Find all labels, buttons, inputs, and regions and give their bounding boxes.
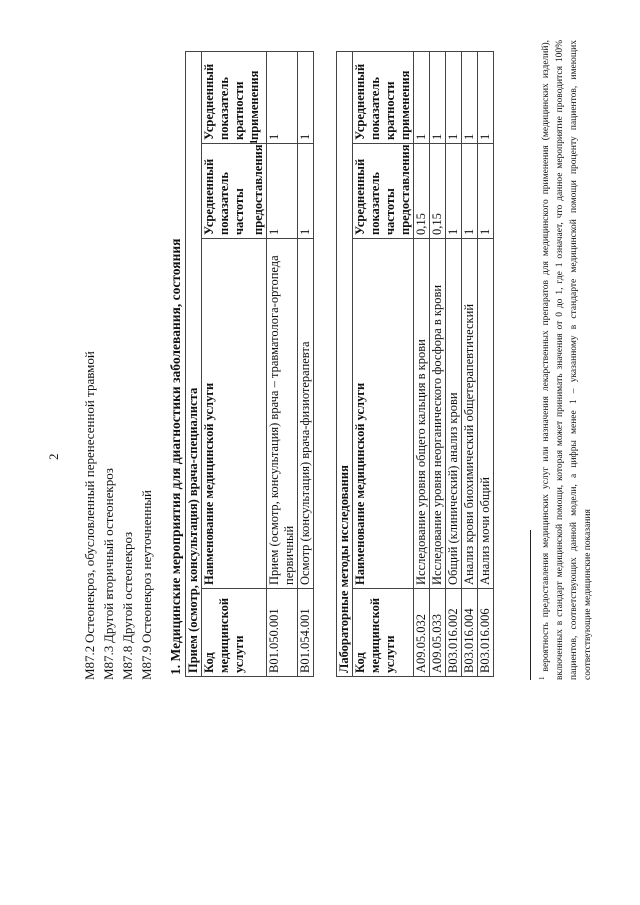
service-code: B03.016.006 <box>478 589 494 677</box>
service-code: B01.050.001 <box>267 589 298 677</box>
diagnosis-code: M87.2 <box>82 645 97 680</box>
diagnosis-code: M87.3 <box>101 645 116 680</box>
table-row <box>478 51 494 676</box>
table-row <box>414 51 430 676</box>
header-frequency <box>202 139 267 239</box>
header-code: Код медицинской услуги <box>353 589 414 677</box>
service-frequency: 1 <box>298 144 314 239</box>
header-frequency-text: Усредненный показатель частоты предоставления <box>202 144 266 235</box>
service-multiplicity: 1 <box>267 51 298 143</box>
header-code: Код медицинской услуги <box>202 589 267 677</box>
footnote <box>535 40 595 680</box>
service-name: Исследование уровня неорганического фосфора в крови <box>430 239 446 589</box>
service-frequency: 1 <box>267 144 298 239</box>
diagnosis-name: Другой остеонекроз <box>120 531 135 643</box>
service-frequency: 1 <box>462 144 478 239</box>
service-frequency: 0,15 <box>430 144 446 239</box>
service-frequency: 1 <box>478 144 494 239</box>
group-header-row <box>337 51 353 676</box>
service-name: Прием (осмотр, консультация) врача – травматолога-ортопеда первичный <box>267 239 298 589</box>
service-multiplicity: 1 <box>462 51 478 143</box>
header-multiplicity: Усредненный показатель кратности применения <box>353 51 414 143</box>
group-header-row <box>186 51 202 676</box>
header-multiplicity: Усредненный показатель кратности применения <box>202 51 267 143</box>
diagnosis-name: Остеонекроз неуточненный <box>139 490 154 643</box>
service-name: Осмотр (консультация) врача-физиотерапевта <box>298 239 314 589</box>
table-row <box>298 51 314 676</box>
service-name: Анализ крови биохимический общетерапевтический <box>462 239 478 589</box>
service-name: Исследование уровня общего кальция в крови <box>414 239 430 589</box>
service-name: Общий (клинический) анализ крови <box>446 239 462 589</box>
diagnosis-code: M87.8 <box>120 645 135 680</box>
service-name: Анализ мочи общий <box>478 239 494 589</box>
service-code: B03.016.004 <box>462 589 478 677</box>
section-title: 1. Медицинские мероприятия для диагностики заболевания, состояния <box>168 238 183 675</box>
header-name: Наименование медицинской услуги <box>202 239 267 589</box>
service-code: B03.016.002 <box>446 589 462 677</box>
footnote-text: вероятность предоставления медицинских услуг или назначения лекарственных препаратов для медицинского применения (медицинских изделий), включенных в стандарт медицинской помощи, которая может принимать значения от 0 до 1, где 1 означает, что данное мероприятие проводится 100% пациентов, соответствующих данной модели, а цифры менее 1 – указанному в стандарте медицинской помощи проценту пациентов, имеющих соответствующие медицинские показания <box>541 40 594 680</box>
footnote-divider <box>530 530 531 680</box>
service-code: A09.05.033 <box>430 589 446 677</box>
footnote-marker: 1 <box>249 139 260 145</box>
group-title: Лабораторные методы исследования <box>337 51 353 676</box>
diagnosis-code: M87.9 <box>139 645 154 680</box>
header-frequency: Усредненный показатель частоты предоставления <box>353 144 414 239</box>
table-row <box>430 51 446 676</box>
footnote-marker: 1 <box>538 676 546 680</box>
service-multiplicity: 1 <box>478 51 494 143</box>
page-number: 2 <box>46 453 61 460</box>
table-row <box>462 51 478 676</box>
service-code: B01.054.001 <box>298 589 314 677</box>
service-frequency: 0,15 <box>414 144 430 239</box>
table-row <box>267 51 298 676</box>
diagnosis-name: Другой вторичный остеонекроз <box>101 468 116 643</box>
service-frequency: 1 <box>446 144 462 239</box>
group-title: Прием (осмотр, консультация) врача-специалиста <box>186 51 202 676</box>
service-multiplicity: 1 <box>298 51 314 143</box>
table-header-row <box>202 51 267 676</box>
service-multiplicity: 1 <box>430 51 446 143</box>
diagnosis-name: Остеонекроз, обусловленный перенесенной травмой <box>82 351 97 643</box>
service-multiplicity: 1 <box>414 51 430 143</box>
service-multiplicity: 1 <box>446 51 462 143</box>
table-header-row <box>353 51 414 676</box>
header-name: Наименование медицинской услуги <box>353 239 414 589</box>
laboratory-table <box>336 51 494 677</box>
service-code: A09.05.032 <box>414 589 430 677</box>
consultation-table <box>185 51 314 677</box>
table-row <box>446 51 462 676</box>
